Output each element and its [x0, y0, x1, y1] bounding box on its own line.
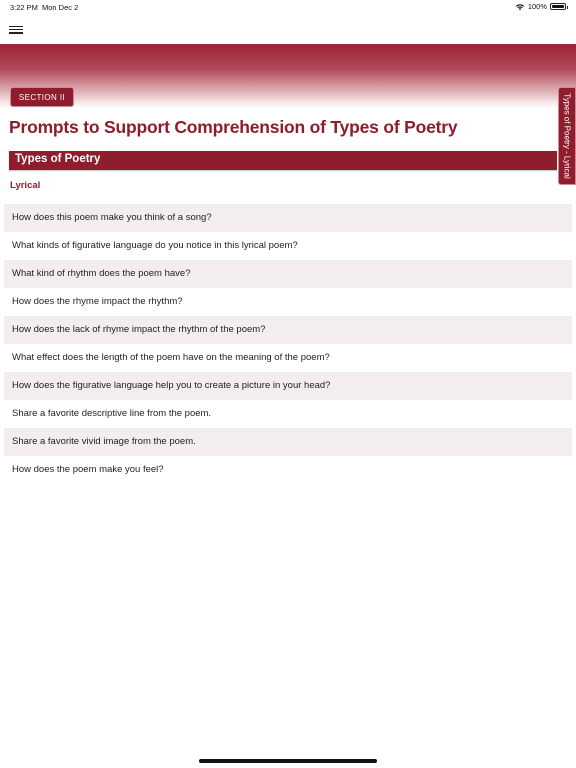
header-banner [0, 44, 576, 108]
battery-icon [550, 3, 566, 10]
category-label: Lyrical [10, 180, 41, 191]
subheading-title: Types of Poetry [15, 153, 101, 165]
home-indicator[interactable] [199, 759, 377, 763]
wifi-icon [515, 3, 525, 11]
prompt-item: How does the poem make you feel? [4, 456, 572, 484]
menu-line [9, 26, 23, 27]
prompt-item: What kinds of figurative language do you notice in this lyrical poem? [4, 232, 572, 260]
status-time: 3:22 PM [10, 3, 38, 12]
side-tab[interactable] [558, 87, 576, 185]
prompt-item: Share a favorite vivid image from the poem. [4, 428, 572, 456]
prompt-item: What kind of rhythm does the poem have? [4, 260, 572, 288]
status-date: Mon Dec 2 [42, 3, 79, 12]
menu-line [9, 29, 23, 30]
page-title: Prompts to Support Comprehension of Types of Poetry [9, 117, 458, 137]
battery-percentage: 100% [527, 2, 547, 11]
prompt-item: Share a favorite descriptive line from the poem. [4, 400, 572, 428]
prompt-item: How does the figurative language help you to create a picture in your head? [4, 372, 572, 400]
prompt-item: How does the rhyme impact the rhythm? [4, 288, 572, 316]
status-bar [0, 0, 576, 14]
section-badge: SECTION II [10, 87, 74, 107]
prompt-item: How does this poem make you think of a song? [4, 204, 572, 232]
hamburger-menu-icon[interactable] [9, 24, 23, 36]
status-indicators [515, 2, 566, 11]
menu-line [9, 32, 23, 33]
subheading-bar [9, 151, 557, 170]
side-tab-label: Types of Poetry - Lyrical [562, 93, 572, 179]
prompt-item: What effect does the length of the poem have on the meaning of the poem? [4, 344, 572, 372]
prompt-item: How does the lack of rhyme impact the rhythm of the poem? [4, 316, 572, 344]
prompt-list [4, 204, 572, 484]
